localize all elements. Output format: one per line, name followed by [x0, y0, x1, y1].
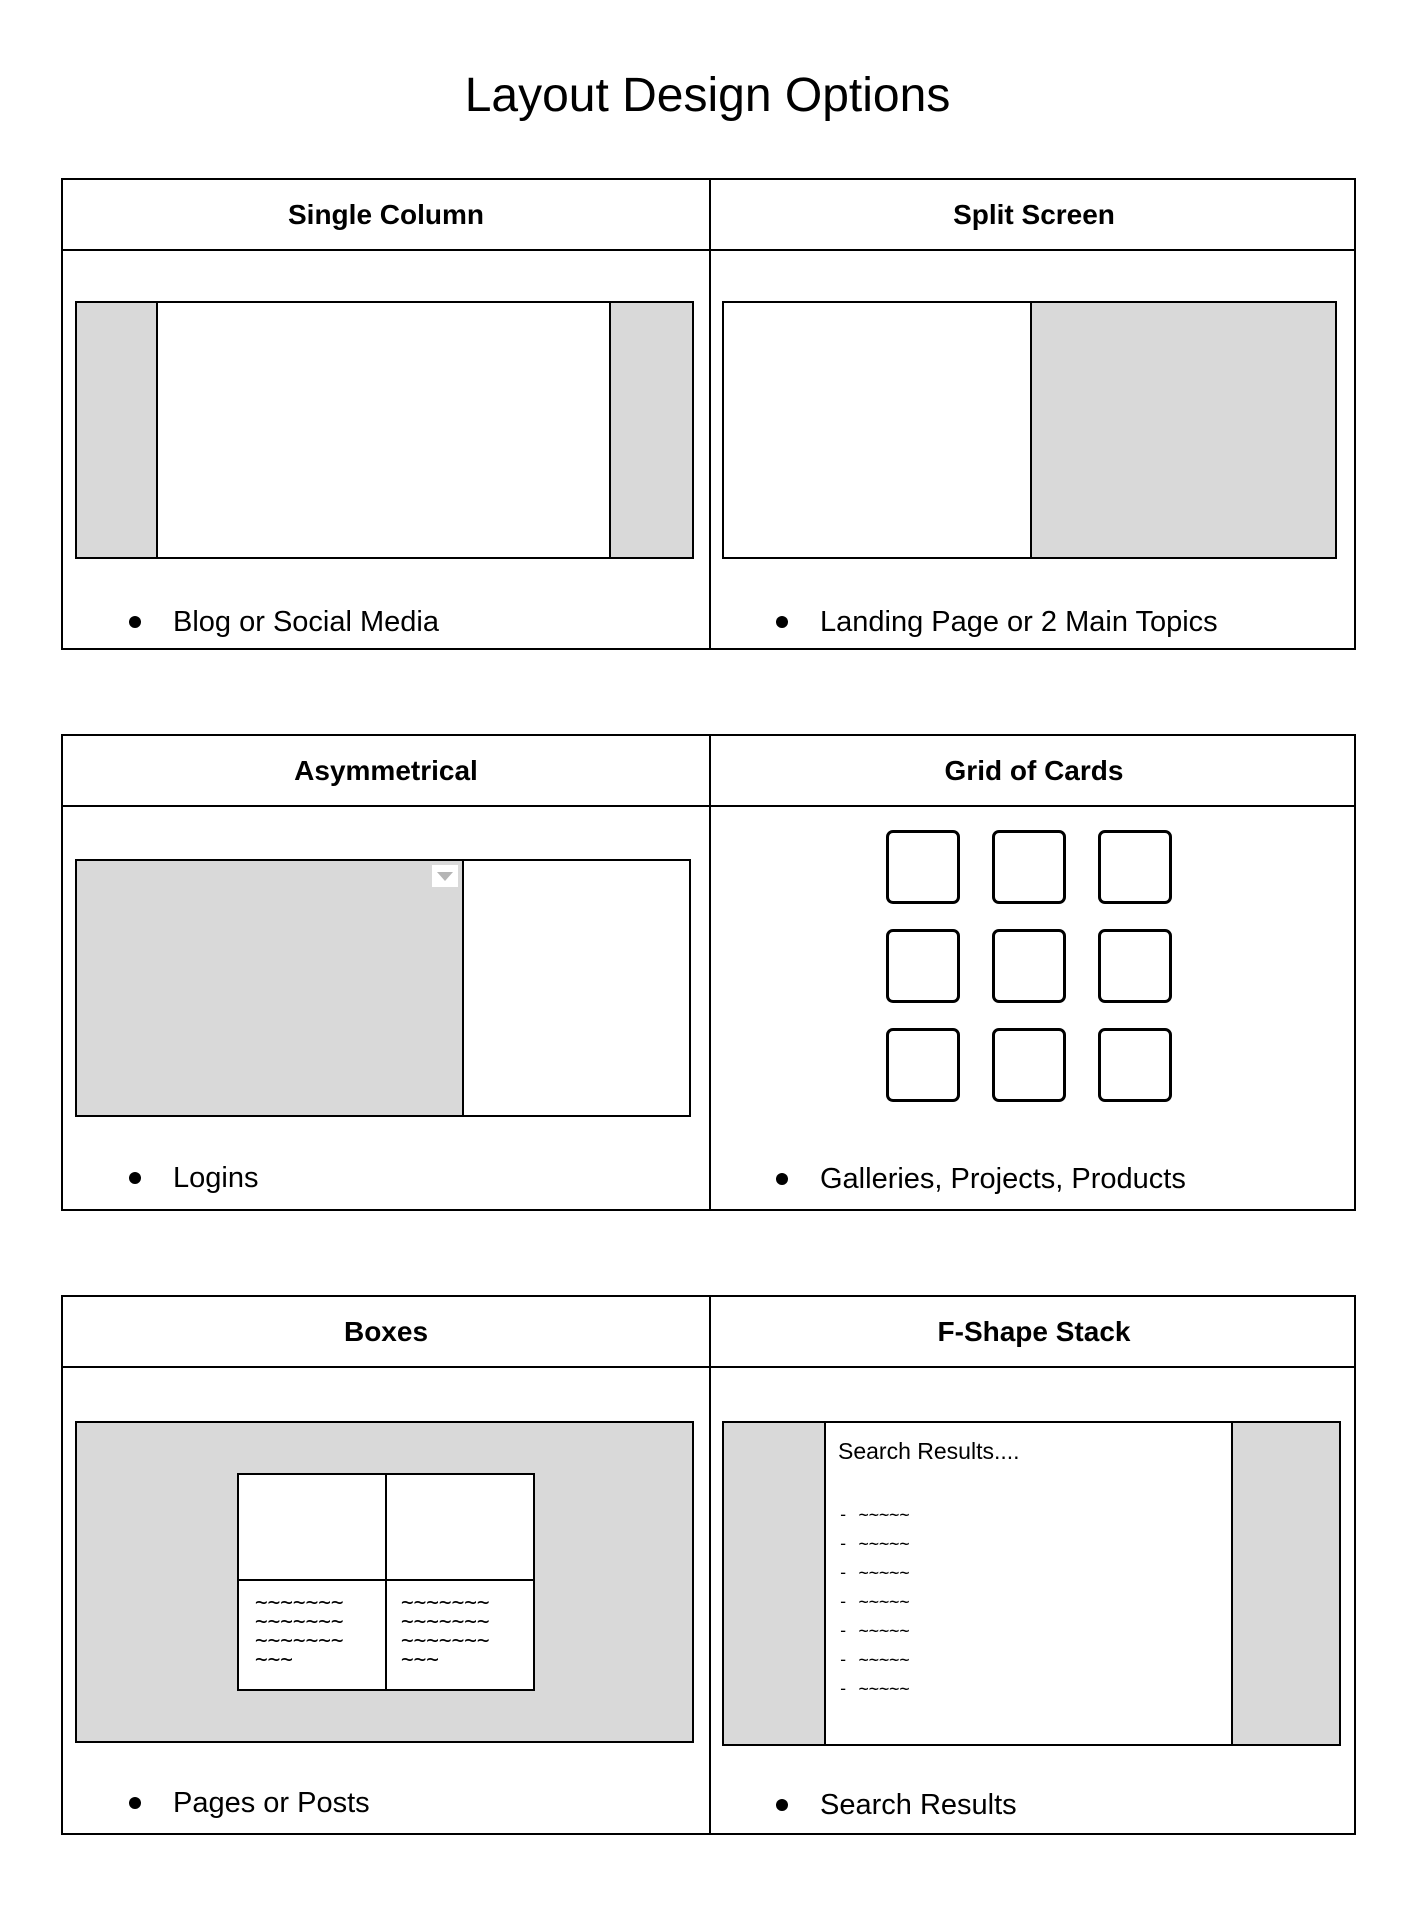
bullet-dot	[776, 616, 788, 628]
single-column-wireframe	[75, 301, 694, 559]
box-text-2: ~~~~~~~ ~~~~~~~ ~~~~~~~ ~~~	[401, 1590, 490, 1671]
card	[1098, 1028, 1172, 1102]
list-item: - ~~~~~	[838, 1592, 910, 1612]
list-item: - ~~~~~	[838, 1534, 910, 1554]
column-divider	[709, 736, 711, 1209]
bullet-grid-of-cards: Galleries, Projects, Products	[820, 1163, 1186, 1195]
bullet-single-column: Blog or Social Media	[173, 606, 439, 638]
search-results-title: Search Results....	[838, 1438, 1020, 1464]
heading-split-screen: Split Screen	[953, 199, 1115, 230]
heading-boxes: Boxes	[343, 1316, 429, 1347]
f-shape-wireframe	[722, 1421, 1341, 1746]
bullet-asymmetrical: Logins	[173, 1162, 259, 1194]
split-left-panel	[724, 303, 1032, 557]
split-right-panel	[1032, 303, 1335, 557]
heading-asymmetrical: Asymmetrical	[294, 755, 478, 786]
heading-single-column: Single Column	[288, 199, 484, 230]
card	[886, 929, 960, 1003]
list-item: - ~~~~~	[838, 1505, 910, 1525]
list-item: - ~~~~~	[838, 1650, 910, 1670]
bullet-dot	[129, 1797, 141, 1809]
list-item: - ~~~~~	[838, 1621, 910, 1641]
section-asym-grid	[61, 734, 1356, 1211]
box-vertical-divider	[385, 1475, 387, 1689]
card	[1098, 929, 1172, 1003]
dropdown-indicator	[432, 865, 458, 887]
chevron-down-icon	[437, 872, 453, 881]
bullet-dot	[129, 616, 141, 628]
bullet-boxes: Pages or Posts	[173, 1787, 370, 1819]
asymmetrical-wireframe	[75, 859, 691, 1117]
split-screen-wireframe	[722, 301, 1337, 559]
card	[992, 929, 1066, 1003]
column-divider	[709, 1297, 711, 1833]
left-sidebar-panel	[724, 1423, 826, 1744]
main-content-panel	[158, 303, 609, 557]
card	[1098, 830, 1172, 904]
bullet-dot	[776, 1173, 788, 1185]
card	[886, 1028, 960, 1102]
card	[992, 1028, 1066, 1102]
box-text-1: ~~~~~~~ ~~~~~~~ ~~~~~~~ ~~~	[255, 1590, 344, 1671]
section-boxes-fshape	[61, 1295, 1356, 1835]
list-item: - ~~~~~	[838, 1563, 910, 1583]
bullet-dot	[129, 1172, 141, 1184]
bullet-split-screen: Landing Page or 2 Main Topics	[820, 606, 1218, 638]
page-title: Layout Design Options	[464, 69, 951, 122]
asym-large-panel	[77, 861, 464, 1115]
list-item: - ~~~~~	[838, 1679, 910, 1699]
section-single-split	[61, 178, 1356, 650]
right-sidebar-panel	[1231, 1423, 1339, 1744]
card-grid	[886, 830, 1186, 1130]
right-sidebar-panel	[609, 303, 692, 557]
box-horizontal-divider	[239, 1579, 533, 1581]
inner-box-grid	[237, 1473, 535, 1691]
card	[992, 830, 1066, 904]
card	[886, 830, 960, 904]
left-sidebar-panel	[77, 303, 158, 557]
bullet-f-shape-stack: Search Results	[820, 1789, 1017, 1821]
heading-f-shape-stack: F-Shape Stack	[937, 1316, 1131, 1347]
heading-grid-of-cards: Grid of Cards	[944, 755, 1124, 786]
search-results-list	[838, 1501, 910, 1704]
column-divider	[709, 180, 711, 648]
bullet-dot	[776, 1799, 788, 1811]
boxes-wireframe	[75, 1421, 694, 1743]
